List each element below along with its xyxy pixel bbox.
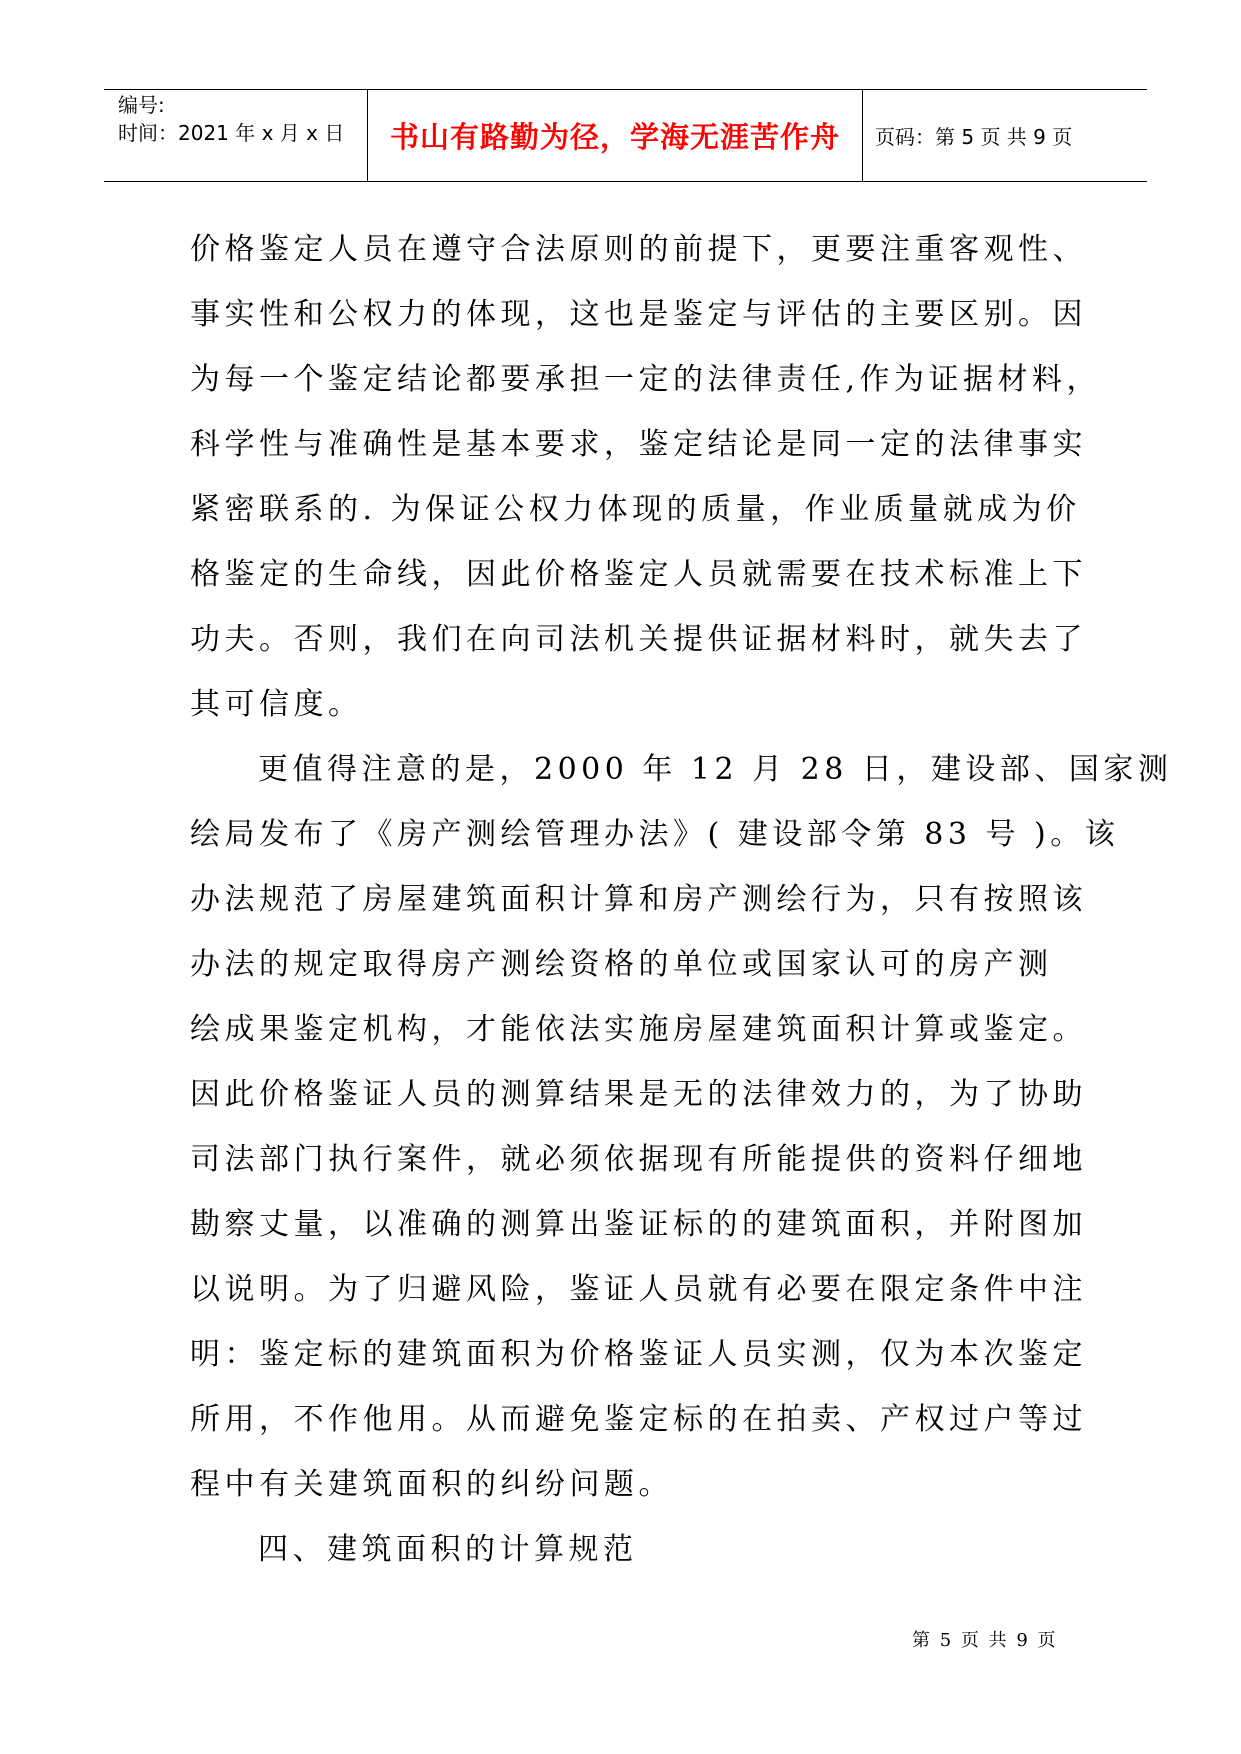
header-page-info: 页码：第 5 页 共 9 页 <box>875 125 1073 149</box>
body-line: 为每一个鉴定结论都要承担一定的法律责任,作为证据材料， <box>190 362 1102 397</box>
body-line: 明：鉴定标的建筑面积为价格鉴证人员实测，仅为本次鉴定 <box>190 1337 1087 1372</box>
body-line: 绘成果鉴定机构，才能依法实施房屋建筑面积计算或鉴定。 <box>190 1012 1087 1047</box>
document-body <box>190 217 1173 1582</box>
body-line: 科学性与准确性是基本要求，鉴定结论是同一定的法律事实 <box>190 427 1087 462</box>
body-line: 因此价格鉴证人员的测算结果是无的法律效力的，为了协助 <box>190 1077 1087 1112</box>
body-line: 格鉴定的生命线，因此价格鉴定人员就需要在技术标准上下 <box>190 557 1087 592</box>
body-line: 办法规范了房屋建筑面积计算和房产测绘行为，只有按照该 <box>190 882 1087 917</box>
document-time-label: 时间：2021 年 x 月 x 日 <box>118 121 345 145</box>
paragraph-start-line: 更值得注意的是，2000 年 12 月 28 日，建设部、国家测 <box>258 752 1173 787</box>
body-line: 事实性和公权力的体现，这也是鉴定与评估的主要区别。因 <box>190 297 1087 332</box>
body-line: 勘察丈量，以准确的测算出鉴证标的的建筑面积，并附图加 <box>190 1207 1087 1242</box>
body-line: 紧密联系的. 为保证公权力体现的质量，作业质量就成为价 <box>190 492 1081 527</box>
body-line: 价格鉴定人员在遵守合法原则的前提下，更要注重客观性、 <box>190 232 1087 267</box>
section-heading: 四、建筑面积的计算规范 <box>258 1532 638 1567</box>
page-header <box>104 89 1147 182</box>
body-line: 司法部门执行案件，就必须依据现有所能提供的资料仔细地 <box>190 1142 1087 1177</box>
header-meta <box>104 90 368 181</box>
page-footer: 第 5 页 共 9 页 <box>912 1630 1058 1651</box>
document-number-label: 编号: <box>118 93 165 117</box>
body-line: 程中有关建筑面积的纠纷问题。 <box>190 1467 673 1502</box>
body-line: 其可信度。 <box>190 687 363 722</box>
body-line: 功夫。否则，我们在向司法机关提供证据材料时，就失去了 <box>190 622 1087 657</box>
body-line: 以说明。为了归避风险，鉴证人员就有必要在限定条件中注 <box>190 1272 1087 1307</box>
body-line: 办法的规定取得房产测绘资格的单位或国家认可的房产测 <box>190 947 1053 982</box>
body-line: 绘局发布了《房产测绘管理办法》( 建设部令第 83 号 )。该 <box>190 817 1120 852</box>
body-line: 所用，不作他用。从而避免鉴定标的在拍卖、产权过户等过 <box>190 1402 1087 1437</box>
header-motto: 书山有路勤为径，学海无涯苦作舟 <box>368 90 863 181</box>
